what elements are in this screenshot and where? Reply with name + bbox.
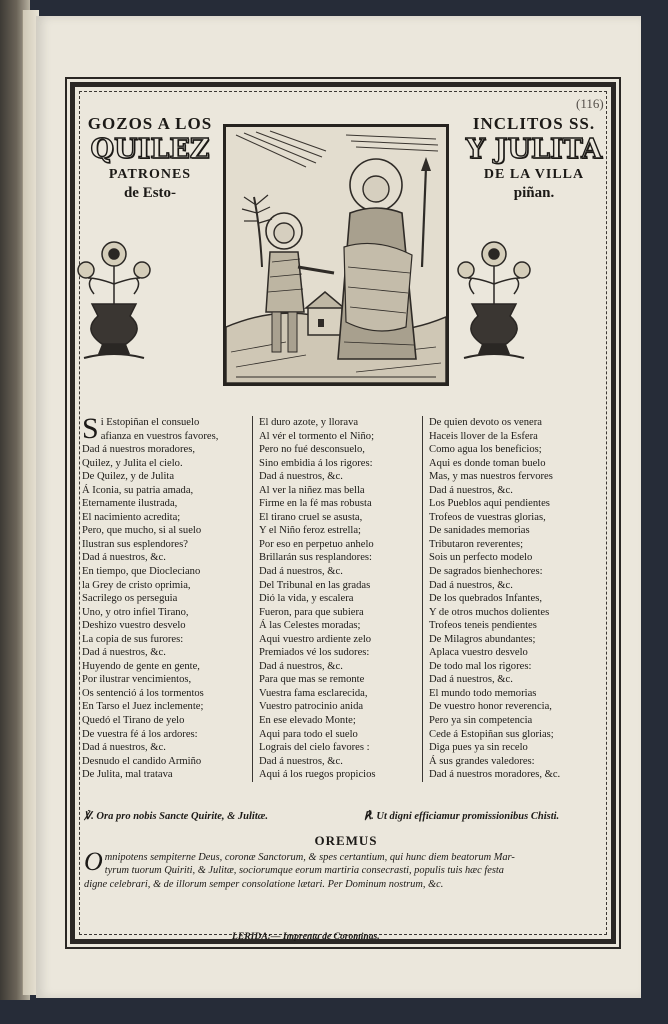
verse-line: Cede á Estopiñan sus glorias; — [429, 728, 554, 740]
verse-line: Dió la vida, y escalera — [259, 593, 354, 605]
title-right — [460, 114, 608, 202]
title-saint-julita: Y JULITA — [465, 134, 603, 165]
verse-line: De vuestro honor reverencia, — [429, 701, 552, 713]
title-right-line1: INCLITOS SS. — [472, 114, 596, 133]
verse-line: Por ilustrar vencimientos, — [82, 674, 192, 686]
prayer-line: digne celebrari, & de illorum semper consolatione lætari. Per Dominum nostrum, &c. — [84, 878, 444, 890]
printer-imprint: LERIDA:— Imprenta de Corominas. — [232, 931, 380, 942]
verse-line: Sacrilego os perseguia — [82, 593, 178, 605]
verse-column-1 — [82, 412, 242, 782]
verse-line: Aplaca vuestro desvelo — [429, 647, 528, 659]
latin-prayer — [84, 847, 590, 891]
verse-line: De los quebrados Infantes, — [429, 593, 542, 605]
verse-dropcap: S — [82, 412, 99, 445]
oremus-heading: OREMUS — [314, 833, 378, 848]
verse-line: Tributaron reverentes; — [429, 538, 524, 550]
prayer-line: mnipotens sempiterne Deus, coronæ Sanctorum, & spes certantium, qui hunc diem beatorum Mar- — [104, 852, 515, 863]
verse-line: Desnudo el candido Armiño — [82, 755, 202, 767]
verse-line: Lograis del cielo favores : — [259, 742, 370, 754]
verse-line: Haceis llover de la Esfera — [429, 430, 538, 442]
verse-line: De vuestra fé á los ardores: — [82, 728, 198, 740]
verse-line: Aqui á los ruegos propicios — [259, 769, 376, 781]
verse-line: Dad á nuestros moradores, — [82, 444, 195, 456]
verse-line: Diga pues ya sin recelo — [429, 742, 528, 754]
title-left-line3: PATRONES — [108, 167, 192, 182]
verse-line: De quien devoto os venera — [429, 417, 542, 428]
verse-line: Por eso en perpetuo anhelo — [259, 538, 374, 550]
verse-line: Á sus grandes valedores: — [429, 755, 535, 767]
verse-column-3 — [422, 416, 597, 782]
verse-line: Mas, y mas nuestros fervores — [429, 471, 553, 483]
verse-line: Sino embidia á los rigores: — [259, 457, 373, 469]
verse-line: Pero no fué desconsuelo, — [259, 444, 365, 456]
verse-line: Brillarán sus resplandores: — [259, 552, 372, 564]
verse-line: Aqui para todo el suelo — [259, 728, 358, 740]
verse-line: El duro azote, y llorava — [259, 417, 359, 428]
verse-line: Sois un perfecto modelo — [429, 552, 533, 564]
verse-line: La copia de sus furores: — [82, 633, 184, 645]
verse-line: De todo mal los rigores: — [429, 660, 532, 672]
verse-line: En ese elevado Monte; — [259, 715, 356, 727]
verse-line: Dad á nuestros moradores, &c. — [429, 769, 561, 781]
flower-vase-ornament-right — [454, 234, 534, 354]
document-page — [36, 16, 641, 998]
verse-line: Vuestra fama esclarecida, — [259, 687, 368, 699]
verse-line: Aqui es donde toman buelo — [429, 457, 546, 469]
verse-line: Á Iconia, su patria amada, — [82, 484, 194, 496]
verse-line: Trofeos de vuestras glorias, — [429, 511, 546, 523]
verse-line: De Quilez, y de Julita — [82, 471, 175, 483]
verse-line-text: i Estopiñan el consuelo — [100, 417, 200, 428]
verse-line: De sagrados bienhechores: — [429, 566, 543, 578]
verse-line: Dad á nuestros, &c. — [82, 552, 166, 564]
saints-woodcut-illustration — [223, 124, 449, 386]
verse-line: De Milagros abundantes; — [429, 633, 536, 645]
title-right-line3: DE LA VILLA — [483, 167, 585, 182]
verse-line: Y el Niño feroz estrella; — [259, 525, 361, 537]
prayer-initial: O — [84, 847, 103, 876]
verse-line: Como agua los beneficios; — [429, 444, 542, 456]
versicle: ℣. Ora pro nobis Sancte Quirite, & Julitæ. — [84, 811, 268, 822]
verse-line: Fueron, para que subiera — [259, 606, 364, 618]
verse-line: Pero ya sin competencia — [429, 715, 533, 727]
verse-line: En tiempo, que Diocleciano — [82, 566, 201, 578]
verse-line: Aqui vuestro ardiente zelo — [259, 633, 372, 645]
verse-line: Vuestro patrocinio anida — [259, 701, 364, 713]
verse-line: Al ver la niñez mas bella — [259, 484, 365, 496]
verse-line: El tirano cruel se asusta, — [259, 511, 363, 523]
verse-line: Quilez, y Julita el cielo. — [82, 457, 183, 469]
verse-line: En Tarso el Juez inclemente; — [82, 701, 204, 713]
verse-column-2 — [252, 416, 425, 782]
response: ℟. Ut digni efficiamur promissionibus Chisti. — [364, 811, 560, 822]
verse-line: De Julita, mal tratava — [82, 769, 173, 781]
verse-line: Dad á nuestros, &c. — [259, 471, 343, 483]
verse-line: Os sentenció á los tormentos — [82, 687, 204, 699]
verse-line: Uno, y otro infiel Tirano, — [82, 606, 189, 618]
verse-line: Los Pueblos aqui pendientes — [429, 498, 550, 510]
verse-line: Á las Celestes moradas; — [259, 620, 361, 632]
verse-line: Al vér el tormento el Niño; — [259, 430, 375, 442]
verse-line: Deshizo vuestro desvelo — [82, 620, 186, 632]
verse-line: Eternamente ilustrada, — [82, 498, 178, 510]
verse-line: Dad á nuestros, &c. — [259, 566, 343, 578]
verse-line: Dad á nuestros, &c. — [429, 579, 513, 591]
verse-line: Dad á nuestros, &c. — [82, 742, 166, 754]
verse-line: la Grey de cristo oprimia, — [82, 579, 191, 591]
verse-line: Ilustran sus esplendores? — [82, 538, 188, 550]
verse-line: Y de otros muchos dolientes — [429, 606, 550, 618]
title-left — [80, 114, 220, 202]
verse-line: Dad á nuestros, &c. — [259, 660, 343, 672]
prayer-line: tyrum tuorum Quiriti, & Julitæ, sociorumque eorum martiria consecrasti, populis tuis hæc festa — [104, 865, 504, 877]
verse-line: Trofeos teneis pendientes — [429, 620, 537, 632]
verse-line: El mundo todo memorias — [429, 687, 537, 699]
verse-line: Dad á nuestros, &c. — [429, 674, 513, 686]
verse-line: Pero, que mucho, si al suelo — [82, 525, 202, 537]
flower-vase-ornament-left — [74, 234, 154, 354]
title-saint-quilez: QUILEZ — [90, 134, 210, 165]
verse-line: Dad á nuestros, &c. — [429, 484, 513, 496]
title-left-line1: GOZOS A LOS — [87, 114, 213, 133]
verse-line: Dad á nuestros, &c. — [82, 647, 166, 659]
verse-line: Del Tribunal en las gradas — [259, 579, 371, 591]
verse-line: El nacimiento acredita; — [82, 511, 181, 523]
verse-line: Para que mas se remonte — [259, 674, 365, 686]
title-left-line4: de Esto- — [123, 185, 177, 201]
verse-line: Premiados vé los sudores: — [259, 647, 370, 659]
verse-line: De sanidades memorias — [429, 525, 530, 537]
title-right-line4: piñan. — [513, 185, 555, 201]
verse-line: afianza en vuestros favores, — [100, 430, 219, 442]
verse-line: Firme en la fé mas robusta — [259, 498, 372, 510]
verse-line: Dad á nuestros, &c. — [259, 755, 343, 767]
archive-number: (116) — [576, 96, 604, 111]
verse-line: Quedó el Tirano de yelo — [82, 715, 185, 727]
verse-line: Huyendo de gente en gente, — [82, 660, 200, 672]
